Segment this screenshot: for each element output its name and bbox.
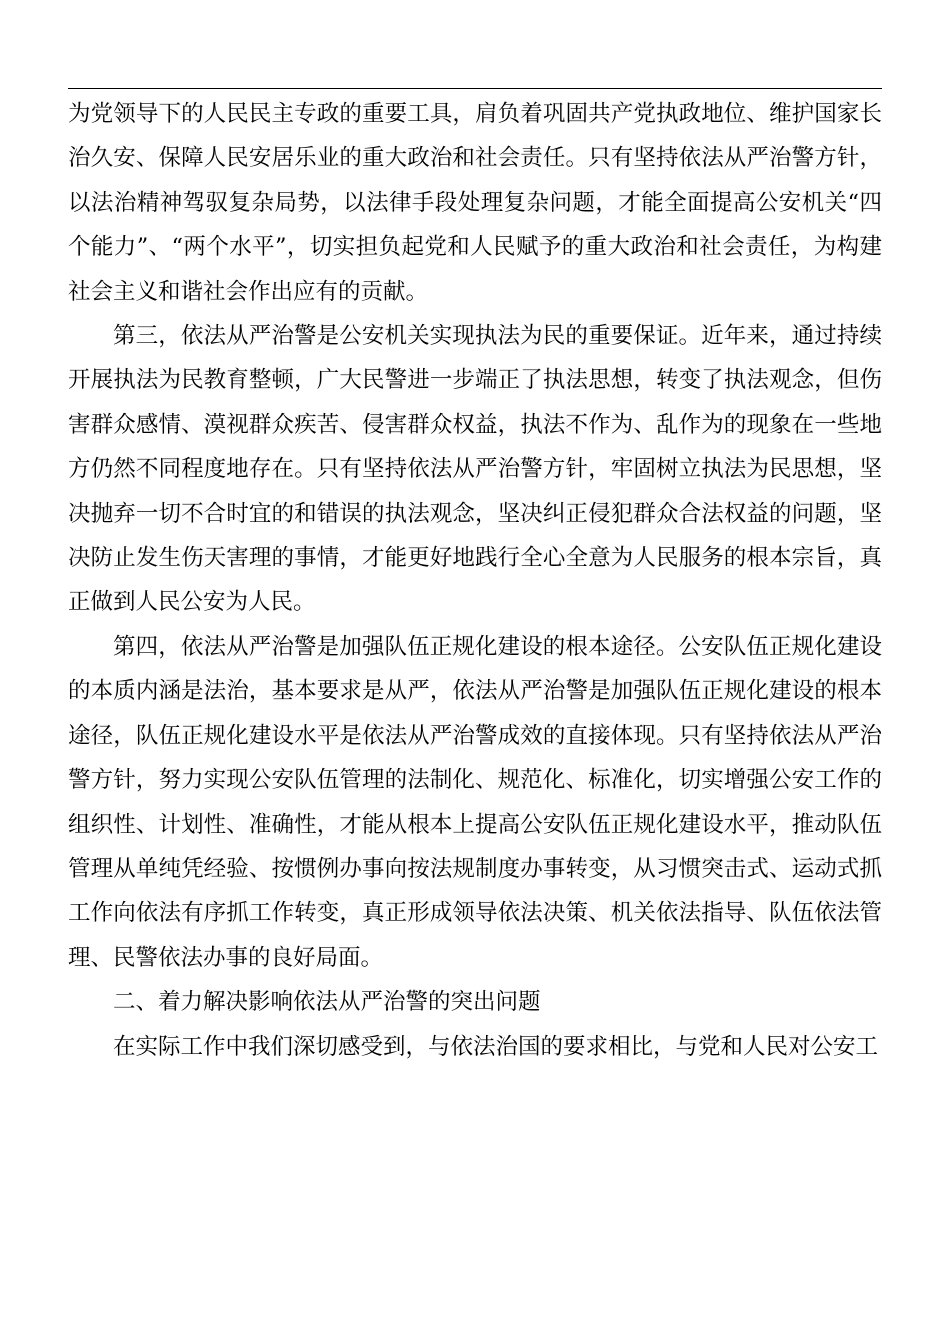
header-rule bbox=[68, 88, 882, 89]
paragraph-section-intro: 在实际工作中我们深切感受到，与依法治国的要求相比，与党和人民对公安工 bbox=[113, 1033, 879, 1060]
paragraph-fourth-point: 第四，依法从严治警是加强队伍正规化建设的根本途径。公安队伍正规化建设的本质内涵是法治，基本要求是从严，依法从严治警是加强队伍正规化建设的根本途径，队伍正规化建设水平是依法从严治警成效的直接体现。只有坚持依法从严治警方针，努力实现公安队伍管理的法制化、规范化、标准化，切实增强公安工作的组织性、计划性、准确性，才能从根本上提高公安队伍正规化建设水平，推动队伍管理从单纯凭经验、按惯例办事向按法规制度办事转变，从习惯突击式、运动式抓工作向依法有序抓工作转变，真正形成领导依法决策、机关依法指导、队伍依法管理、民警依法办事的良好局面。 bbox=[68, 633, 882, 971]
section-heading: 二、着力解决影响依法从严治警的突出问题 bbox=[113, 989, 541, 1016]
paragraph-continuation: 为党领导下的人民民主专政的重要工具，肩负着巩固共产党执政地位、维护国家长治久安、保障人民安居乐业的重大政治和社会责任。只有坚持依法从严治警方针，以法治精神驾驭复杂局势，以法律手段处理复杂问题，才能全面提高公安机关“四个能力”、“两个水平”，切实担负起党和人民赋予的重大政治和社会责任，为构建社会主义和谐社会作出应有的贡献。 bbox=[68, 101, 882, 305]
paragraph-third-point: 第三，依法从严治警是公安机关实现执法为民的重要保证。近年来，通过持续开展执法为民教育整顿，广大民警进一步端正了执法思想，转变了执法观念，但伤害群众感情、漠视群众疾苦、侵害群众权益，执法不作为、乱作为的现象在一些地方仍然不同程度地存在。只有坚持依法从严治警方针，牢固树立执法为民思想，坚决抛弃一切不合时宜的和错误的执法观念，坚决纠正侵犯群众合法权益的问题，坚决防止发生伤天害理的事情，才能更好地践行全心全意为人民服务的根本宗旨，真正做到人民公安为人民。 bbox=[68, 323, 882, 616]
document-body bbox=[68, 92, 882, 1069]
